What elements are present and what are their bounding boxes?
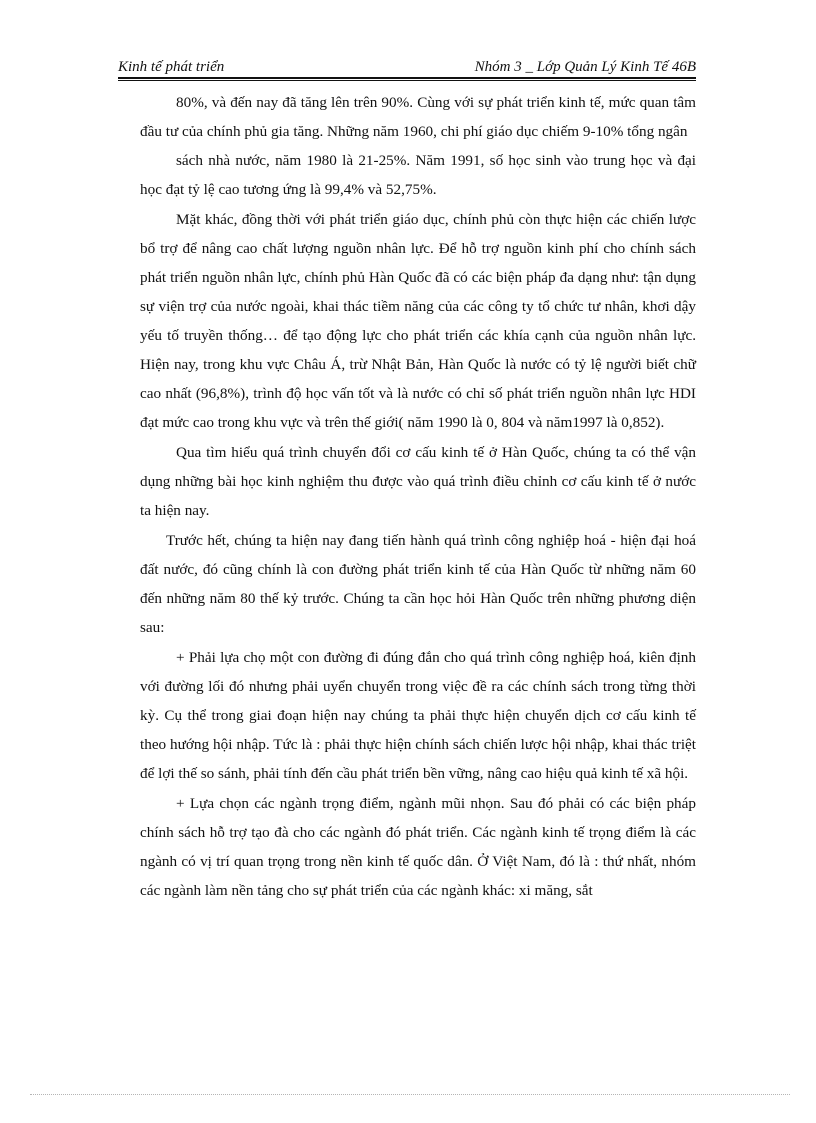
page-header — [118, 52, 696, 79]
header-divider — [118, 80, 696, 81]
page-bottom-border — [30, 1094, 790, 1095]
document-body — [140, 88, 696, 905]
header-left-title: Kinh tế phát triển — [118, 59, 225, 75]
paragraph-1: 80%, và đến nay đã tăng lên trên 90%. Cùng với sự phát triển kinh tế, mức quan tâm đầu tư của chính phủ gia tăng. Những năm 1960, chi phí giáo dục chiếm 9-10% tổng ngân — [140, 94, 696, 140]
paragraph-6: + Phải lựa chọ một con đường đi đúng đắn cho quá trình công nghiệp hoá, kiên định với đường lối đó nhưng phải uyển chuyển trong việc đề ra các chính sách trong từng thời kỳ. Cụ thể trong giai đoạn hiện nay chúng ta phải thực hiện chuyển dịch cơ cấu kinh tế theo hướng hội nhập. Tức là : phải thực hiện chính sách chiến lược hội nhập, khai thác triệt để lợi thế so sánh, phải tính đến cầu phát triển bền vững, nâng cao hiệu quả kinh tế xã hội. — [140, 649, 696, 782]
paragraph-7: + Lựa chọn các ngành trọng điểm, ngành mũi nhọn. Sau đó phải có các biện pháp chính sách hỗ trợ tạo đà cho các ngành đó phát triển. Các ngành kinh tế trọng điểm là các ngành có vị trí quan trọng trong nền kinh tế quốc dân. Ở Việt Nam, đó là : thứ nhất, nhóm các ngành làm nền tảng cho sự phát triển của các ngành khác: xi măng, sắt — [140, 795, 696, 899]
paragraph-2: sách nhà nước, năm 1980 là 21-25%. Năm 1991, số học sinh vào trung học và đại học đạt tỷ lệ cao tương ứng là 99,4% và 52,75%. — [140, 152, 696, 198]
paragraph-5: Trước hết, chúng ta hiện nay đang tiến hành quá trình công nghiệp hoá - hiện đại hoá đất nước, đó cũng chính là con đường phát triển kinh tế của Hàn Quốc từ những năm 60 đến những năm 80 thế kỷ trước. Chúng ta cần học hỏi Hàn Quốc trên những phương diện sau: — [140, 532, 696, 636]
paragraph-4: Qua tìm hiểu quá trình chuyển đổi cơ cấu kinh tế ở Hàn Quốc, chúng ta có thể vận dụng những bài học kinh nghiệm thu được vào quá trình điều chỉnh cơ cấu kinh tế ở nước ta hiện nay. — [140, 444, 696, 519]
paragraph-3: Mặt khác, đồng thời với phát triển giáo dục, chính phủ còn thực hiện các chiến lược bổ trợ để nâng cao chất lượng nguồn nhân lực. Để hỗ trợ nguồn kinh phí cho chính sách phát triển nguồn nhân lực, chính phủ Hàn Quốc đã có các biện pháp đa dạng như: tận dụng sự viện trợ của nước ngoài, khai thác tiềm năng của các công ty tổ chức tư nhân, khơi dậy yếu tố truyền thống… để tạo động lực cho phát triển các khía cạnh của nguồn nhân lực. Hiện nay, trong khu vực Châu Á, trừ Nhật Bản, Hàn Quốc là nước có tỷ lệ người biết chữ cao nhất (96,8%), trình độ học vấn tốt và là nước có chỉ số phát triển nguồn nhân lực HDI đạt mức cao trong khu vực và trên thế giới( năm 1990 là 0, 804 và năm1997 là 0,852). — [140, 211, 696, 431]
header-right-title: Nhóm 3 _ Lớp Quản Lý Kinh Tế 46B — [474, 59, 696, 75]
